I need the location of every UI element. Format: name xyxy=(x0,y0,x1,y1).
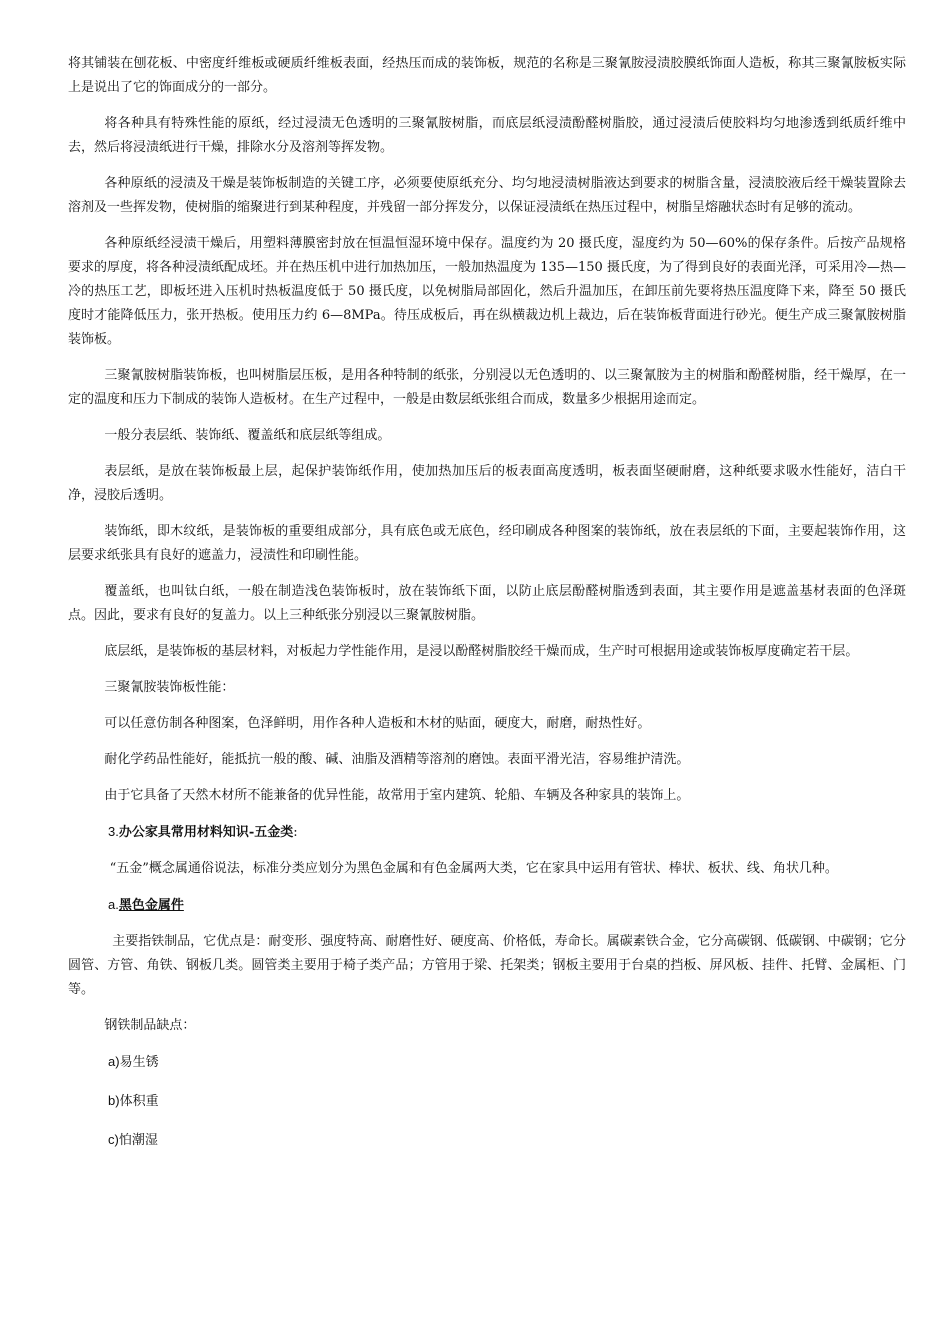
paragraph-hot-pressing: 各种原纸经浸渍干燥后，用塑料薄膜密封放在恒温恒湿环境中保存。温度约为 20 摄氏度，湿度约为 50—60%的保存条件。后按产品规格要求的厚度，将各种浸渍纸配成坯。并在热压机中进行加热加压，一般加热温度为 135—150 摄氏度，为了得到良好的表面光泽，可采用冷—热—冷的热压工艺，即板坯进入压机时热板温度低于 50 摄氏度，以免树脂局部固化，然后升温加压，在卸压前先要将热压温度降下来，降至 50 摄氏度时才能降低压力，张开热板。使用压力约 6—8MPa。待压成板后，再在纵横裁边机上裁边，后在装饰板背面进行砂光。便生产成三聚氰胺树脂装饰板。 xyxy=(68,236,906,347)
list-item-defect-moisture xyxy=(68,1128,906,1153)
paragraph-ferrous-details: 主要指铁制品，它优点是：耐变形、强度特高、耐磨性好、硬度高、价格低，寿命长。属碳素铁合金，它分高碳钢、低碳钢、中碳钢；它分圆管、方管、角铁、钢板几类。圆管类主要用于椅子类产品；方管用于梁、托架类；钢板主要用于台桌的挡板、屏风板、挂件、托臂、金属柜、门等。 xyxy=(68,934,906,997)
section-heading-number: 3. xyxy=(108,824,119,839)
paragraph-performance-title: 三聚氰胺装饰板性能： xyxy=(104,680,235,695)
list-item-text: 易生锈 xyxy=(119,1055,159,1070)
paragraph-laminate-definition: 三聚氰胺树脂装饰板，也叫树脂层压板，是用各种特制的纸张，分别浸以无色透明的、以三聚氰胺为主的树脂和酚醛树脂，经干燥厚，在一定的温度和压力下制成的装饰人造板材。在生产过程中，一般是由数层纸张组合而成，数量多少根据用途而定。 xyxy=(68,368,906,407)
paragraph-surface-paper: 表层纸，是放在装饰板最上层，起保护装饰纸作用，使加热加压后的板表面高度透明，板表面坚硬耐磨，这种纸要求吸水性能好，洁白干净，浸胶后透明。 xyxy=(68,464,906,503)
paragraph-performance-3: 由于它具备了天然木材所不能兼备的优异性能，故常用于室内建筑、轮船、车辆及各种家具的装饰上。 xyxy=(104,788,690,803)
paragraph-base-paper: 底层纸，是装饰板的基层材料，对板起力学性能作用，是浸以酚醛树脂胶经干燥而成，生产时可根据用途或装饰板厚度确定若干层。 xyxy=(104,644,859,659)
list-item-text: 体积重 xyxy=(119,1094,159,1109)
subheading-text: 黑色金属件 xyxy=(118,898,184,913)
subheading-prefix: a. xyxy=(108,897,119,912)
paragraph-hardware-concept: “五金”概念属通俗说法，标准分类应划分为黑色金属和有色金属两大类，它在家具中运用有管状、棒状、板状、线、角状几种。 xyxy=(109,861,838,876)
section-heading-text: 办公家具常用材料知识-五金类 xyxy=(118,825,294,840)
paragraph-performance-1: 可以任意仿制各种图案，色泽鲜明，用作各种人造板和木材的贴面，硬度大，耐磨，耐热性好。 xyxy=(104,716,651,731)
subheading-ferrous-metal xyxy=(68,893,906,918)
list-marker: a) xyxy=(108,1054,120,1069)
paragraph-layer-types: 一般分表层纸、装饰纸、覆盖纸和底层纸等组成。 xyxy=(104,428,391,443)
list-item-defect-heavy xyxy=(68,1089,906,1114)
paragraph-key-process: 各种原纸的浸渍及干燥是装饰板制造的关键工序，必须要使原纸充分、均匀地浸渍树脂液达到要求的树脂含量，浸渍胶液后经干燥装置除去溶剂及一些挥发物，使树脂的缩聚进行到某种程度，并残留一部分挥发分，以保证浸渍纸在热压过程中，树脂呈熔融状态时有足够的流动。 xyxy=(68,176,906,215)
paragraph-cover-paper: 覆盖纸，也叫钛白纸，一般在制造浅色装饰板时，放在装饰纸下面，以防止底层酚醛树脂透到表面，其主要作用是遮盖基材表面的色泽斑点。因此，要求有良好的复盖力。以上三种纸张分别浸以三聚氰胺树脂。 xyxy=(68,584,906,623)
section-heading-hardware xyxy=(68,820,906,845)
paragraph-intro-continuation: 将其铺装在刨花板、中密度纤维板或硬质纤维板表面，经热压而成的装饰板，规范的名称是三聚氰胺浸渍胶膜纸饰面人造板，称其三聚氰胺板实际上是说出了它的饰面成分的一部分。 xyxy=(68,56,906,95)
section-heading-colon: : xyxy=(293,825,298,840)
document-page xyxy=(68,52,906,1167)
list-item-text: 怕潮湿 xyxy=(118,1133,158,1148)
paragraph-performance-2: 耐化学药品性能好，能抵抗一般的酸、碱、油脂及酒精等溶剂的磨蚀。表面平滑光洁，容易维护清洗。 xyxy=(104,752,690,767)
list-marker: c) xyxy=(108,1132,119,1147)
list-marker: b) xyxy=(108,1093,120,1108)
paragraph-impregnation: 将各种具有特殊性能的原纸，经过浸渍无色透明的三聚氰胺树脂，而底层纸浸渍酚醛树脂胶，通过浸渍后使胶料均匀地渗透到纸质纤维中去，然后将浸渍纸进行干燥，排除水分及溶剂等挥发物。 xyxy=(68,116,906,155)
paragraph-steel-defects-title: 钢铁制品缺点： xyxy=(104,1018,196,1033)
list-item-defect-rust xyxy=(68,1050,906,1075)
paragraph-decor-paper: 装饰纸，即木纹纸，是装饰板的重要组成部分，具有底色或无底色，经印刷成各种图案的装饰纸，放在表层纸的下面，主要起装饰作用，这层要求纸张具有良好的遮盖力，浸渍性和印刷性能。 xyxy=(68,524,906,563)
